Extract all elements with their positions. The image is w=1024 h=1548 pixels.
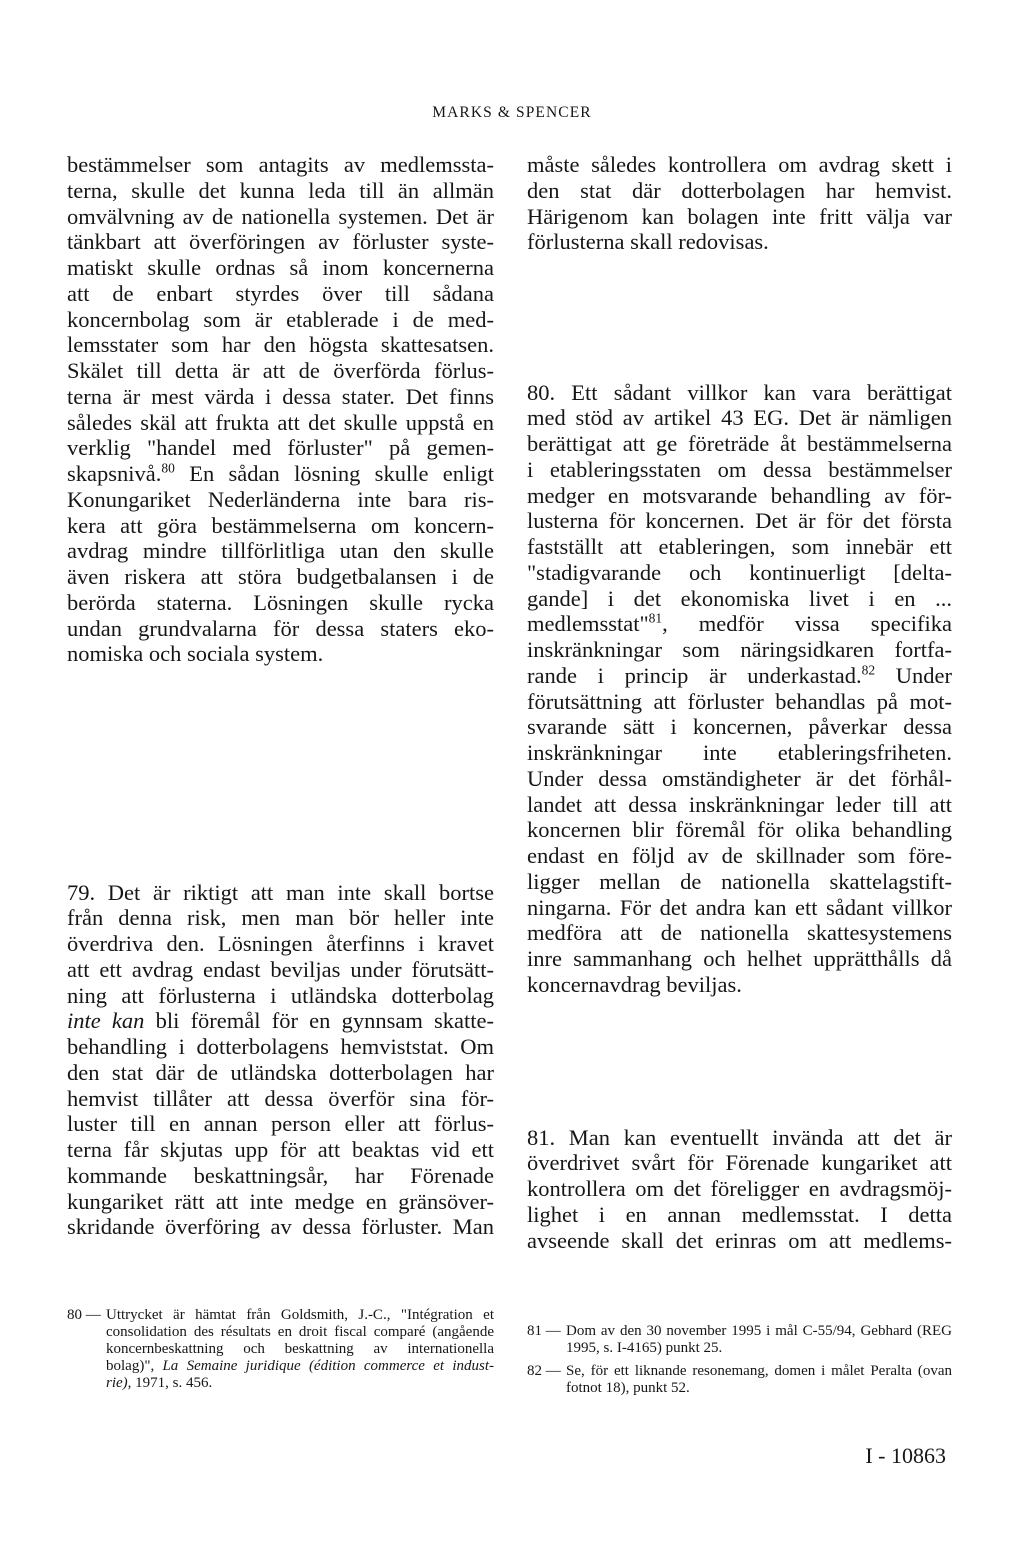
paragraph-continued	[67, 152, 494, 667]
text-line: ligger mellan de nationella skattelagstift-	[527, 868, 952, 894]
text-line: att de enbart styrdes över till sådana	[67, 280, 494, 306]
text-line: fotnot 18), punkt 52.	[566, 1379, 690, 1396]
text-span: medlemsstat"	[527, 611, 649, 637]
text-line: den stat där dotterbolagen har hemvist.	[527, 177, 952, 203]
text-line: kommande beskattningsår, har Förenade	[67, 1162, 494, 1188]
text-line: svarande sätt i koncernen, påverkar dessa	[527, 714, 952, 740]
text-line: inskränkningar inte etableringsfriheten.	[527, 740, 952, 765]
footnote-number: 80 —	[67, 1306, 101, 1323]
text-line: förlusterna skall redovisas.	[527, 229, 769, 255]
italic-text: rie)	[106, 1375, 128, 1392]
text-line: ningarna. För det andra kan ett sådant villkor	[527, 894, 952, 920]
text-line: 81. Man kan eventuellt invända att det är	[527, 1124, 952, 1150]
text-line: Under dessa omständigheter är det förhål-	[527, 765, 952, 791]
text-line	[106, 1358, 494, 1375]
text-line: bestämmelser som antagits av medlemssta-	[67, 152, 494, 177]
text-line: överdriva den. Lösningen återfinns i kravet	[67, 931, 494, 956]
text-line	[106, 1375, 494, 1392]
text-line: fastställt att etableringen, som innebär ett	[527, 534, 952, 559]
text-line: 79. Det är riktigt att man inte skall bortse	[67, 879, 494, 905]
text-line: kontrollera om det föreligger en avdragsmöj-	[527, 1176, 952, 1201]
footnote-reference: 81	[648, 610, 663, 626]
text-line: måste således kontrollera om avdrag skett i	[527, 152, 952, 177]
text-span: rande i princip är underkastad.	[527, 662, 862, 688]
footnote-text	[566, 1363, 952, 1397]
text-line: även riskera att störa budgetbalansen i de	[67, 564, 494, 589]
text-line	[527, 663, 952, 689]
text-line: lusterna för koncernen. Det är för det första	[527, 508, 952, 534]
text-line: avseende skall det erinras om att medlems-	[527, 1227, 952, 1253]
text-line: terna, skulle det kunna leda till än allmän	[67, 177, 494, 203]
footnotes-left	[67, 1307, 494, 1393]
paragraph-81	[527, 1125, 952, 1254]
text-line: Uttrycket är hämtat från Goldsmith, J.-C., "Intégration et	[106, 1306, 494, 1323]
text-line: koncernbeskattning och beskattning av internationella	[106, 1341, 494, 1358]
text-line: endast en följd av de skillnader som före-	[527, 843, 952, 868]
text-line: Skälet till detta är att de överförda förlus-	[67, 358, 494, 383]
text-line: inre sammanhang och helhet upprätthålls då	[527, 946, 952, 971]
text-line: att ett avdrag endast beviljas under förutsätt-	[67, 956, 494, 982]
text-line: överdrivet svårt för Förenade kungariket att	[527, 1150, 952, 1176]
text-line	[67, 461, 494, 487]
text-line: "stadigvarande och kontinuerligt [delta-	[527, 559, 952, 585]
text-line: skridande överföring av dessa förluster. Man	[67, 1214, 494, 1240]
text-line: omvälvning av de nationella systemen. Det är	[67, 203, 494, 229]
text-line: tänkbart att överföringen av förluster syste-	[67, 229, 494, 255]
text-line: berättigat att ge företräde åt bestämmelserna	[527, 431, 952, 456]
paragraph-79-continuation	[527, 152, 952, 255]
footnote-text	[566, 1323, 952, 1357]
text-line: hemvist tillåter att dessa överför sina för-	[67, 1085, 494, 1111]
text-line: medger en motsvarande behandling av för-	[527, 482, 952, 508]
text-line: Se, för ett liknande resonemang, domen i målet Peralta (ovan	[566, 1362, 952, 1379]
text-span: , 1971, s. 456.	[127, 1375, 213, 1392]
text-line: terna får skjutas upp för att beaktas vid ett	[67, 1137, 494, 1162]
text-line: från denna risk, men man bör heller inte	[67, 905, 494, 931]
text-line: consolidation des résultats en droit fiscal comparé (angående	[106, 1323, 494, 1340]
paragraph-80	[527, 380, 952, 998]
text-line: Dom av den 30 november 1995 i mål C-55/94, Gebhard (REG	[566, 1322, 952, 1339]
text-span: bolag)",	[106, 1358, 163, 1375]
footnote-82	[527, 1363, 952, 1397]
footnote-number: 81 —	[527, 1322, 561, 1339]
footnote-number: 82 —	[527, 1362, 561, 1379]
footnotes-right	[527, 1323, 952, 1397]
text-line: behandling i dotterbolagens hemviststat. Om	[67, 1034, 494, 1059]
text-line: 80. Ett sådant villkor kan vara berättigat	[527, 379, 952, 405]
text-line: 1995, s. I-4165) punkt 25.	[566, 1339, 723, 1356]
text-line: kera att göra bestämmelserna om koncern-	[67, 512, 494, 538]
text-line	[67, 1008, 494, 1034]
footnote-81	[527, 1323, 952, 1357]
text-line: luster till en annan person eller att förlus-	[67, 1111, 494, 1137]
text-line: gande] i det ekonomiska livet i en ...	[527, 585, 952, 611]
text-span: En sådan lösning skulle enligt	[174, 461, 494, 486]
text-line: den stat där de utländska dotterbolagen har	[67, 1059, 494, 1085]
text-line: lighet i en annan medlemsstat. I detta	[527, 1201, 952, 1227]
running-header: MARKS & SPENCER	[432, 104, 592, 121]
text-line: verklig "handel med förluster" på gemen-	[67, 435, 494, 461]
text-line: med stöd av artikel 43 EG. Det är nämligen	[527, 405, 952, 431]
italic-text: La Semaine juridique (édition commerce et indust-	[162, 1358, 494, 1375]
paragraph-79	[67, 880, 494, 1241]
text-line: undan grundvalarna för dessa staters eko-	[67, 615, 494, 641]
footnote-reference: 80	[161, 460, 175, 476]
text-line: kungariket rätt att inte medge en gränsöver-	[67, 1188, 494, 1214]
text-line: matiskt skulle ordnas så inom koncernerna	[67, 255, 494, 280]
text-line: Konungariket Nederländerna inte bara ris-	[67, 486, 494, 512]
text-line: medföra att de nationella skattesystemens	[527, 920, 952, 946]
text-line: Härigenom kan bolagen inte fritt välja var	[527, 203, 952, 229]
text-line: berörda staterna. Lösningen skulle rycka	[67, 589, 494, 615]
text-line: landet att dessa inskränkningar leder till att	[527, 791, 952, 817]
footnote-text	[106, 1307, 494, 1393]
text-line: således skäl att frukta att det skulle uppstå en	[67, 409, 494, 435]
page-number: I - 10863	[865, 1443, 946, 1468]
text-line: koncernavdrag beviljas.	[527, 971, 742, 997]
footnote-80	[67, 1307, 494, 1393]
text-line: koncernen blir föremål för olika behandling	[527, 817, 952, 843]
text-span: Under	[875, 662, 953, 688]
text-span: , medför vissa specifika	[662, 611, 952, 637]
text-line: terna är mest värda i dessa stater. Det finns	[67, 383, 494, 409]
text-line: i etableringsstaten om dessa bestämmelser	[527, 456, 952, 482]
italic-text: inte kan	[67, 1008, 145, 1034]
text-line	[527, 611, 952, 637]
text-line: förutsättning att förluster behandlas på mot-	[527, 688, 952, 714]
text-line: inskränkningar som näringsidkaren fortfa-	[527, 637, 952, 662]
text-line: lemsstater som har den högsta skattesatsen.	[67, 332, 494, 358]
text-span: skapsnivå.	[67, 461, 162, 486]
text-span: bli föremål för en gynnsam skatte-	[144, 1008, 494, 1034]
footnote-reference: 82	[861, 662, 876, 678]
text-line: koncernbolag som är etablerade i de med-	[67, 306, 494, 332]
text-line: ning att förlusterna i utländska dotterbolag	[67, 982, 494, 1008]
text-line: nomiska och sociala system.	[67, 641, 324, 667]
text-line: avdrag mindre tillförlitliga utan den skulle	[67, 538, 494, 564]
